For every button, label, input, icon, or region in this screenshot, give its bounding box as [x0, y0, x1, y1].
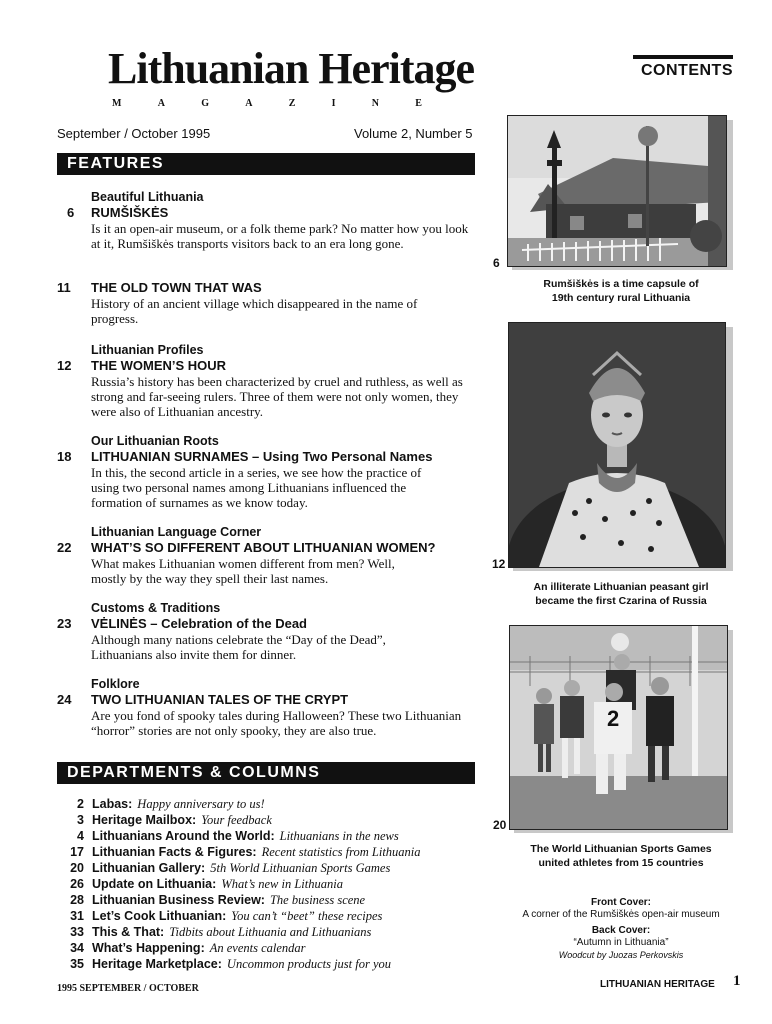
- department-item[interactable]: [57, 877, 477, 892]
- feature-page: 24: [57, 692, 72, 707]
- photo-page-number: 6: [493, 256, 500, 270]
- department-description: Lithuanians in the news: [279, 829, 399, 843]
- feature-item[interactable]: [57, 433, 477, 510]
- feature-item[interactable]: [57, 524, 477, 586]
- jersey-number: 2: [607, 706, 620, 731]
- issue-volume: Volume 2, Number 5: [354, 126, 473, 141]
- department-item[interactable]: [57, 925, 477, 940]
- masthead-letter: Z: [288, 98, 296, 109]
- soccer-illustration: [510, 626, 727, 829]
- masthead-letter: A: [245, 98, 253, 109]
- feature-item[interactable]: [57, 280, 477, 326]
- department-item[interactable]: [57, 861, 477, 876]
- caption-line: Rumšiškės is a time capsule of: [543, 278, 699, 290]
- department-name: Let’s Cook Lithuanian:: [92, 909, 227, 923]
- photo-rumsiskes: [507, 115, 727, 267]
- footer-publication: LITHUANIAN HERITAGE: [600, 979, 715, 990]
- feature-description: Are you fond of spooky tales during Halloween? These two Lithuanian “horror” stories are not only spooky, they are also true.: [91, 708, 462, 738]
- contents-rule: [633, 55, 733, 59]
- department-name: Lithuanian Gallery:: [92, 861, 206, 875]
- department-item[interactable]: [57, 813, 477, 828]
- masthead-title: Lithuanian Heritage: [108, 44, 475, 93]
- department-description: The business scene: [269, 893, 366, 907]
- village-illustration: [508, 116, 726, 266]
- department-description: Your feedback: [201, 813, 272, 827]
- department-item[interactable]: [57, 829, 477, 844]
- feature-page: 18: [57, 449, 72, 464]
- back-cover-text: “Autumn in Lithuania”: [573, 937, 669, 948]
- masthead-letter: G: [201, 98, 209, 109]
- feature-category: Folklore: [91, 677, 140, 691]
- department-name: Lithuanian Facts & Figures:: [92, 845, 257, 859]
- features-heading: FEATURES: [57, 153, 475, 175]
- department-page: 35: [70, 957, 84, 971]
- feature-page: 6: [67, 205, 75, 220]
- feature-description: In this, the second article in a series, we see how the practice of using two personal names among Lithuanians influenced the formation of surnames as we know today.: [91, 465, 422, 510]
- department-description: Recent statistics from Lithuania: [261, 845, 421, 859]
- feature-description: Although many nations celebrate the “Day of the Dead”, Lithuanians also invite them for dinner.: [91, 632, 386, 662]
- photo-caption: [505, 580, 737, 608]
- department-page: 3: [77, 813, 84, 827]
- feature-item[interactable]: [57, 676, 477, 738]
- front-cover-text: A corner of the Rumšiškės open-air museum: [522, 909, 720, 920]
- feature-description: What makes Lithuanian women different from men? Well, mostly by the way they spell their last names.: [91, 556, 395, 586]
- department-description: 5th World Lithuanian Sports Games: [210, 861, 391, 875]
- feature-page: 11: [57, 280, 71, 295]
- feature-item[interactable]: [57, 342, 477, 419]
- back-cover-note: [505, 925, 737, 961]
- department-description: An events calendar: [209, 941, 306, 955]
- department-description: You can’t “beet” these recipes: [231, 909, 383, 923]
- department-name: Lithuanian Business Review:: [92, 893, 265, 907]
- photo-sports: [509, 625, 728, 830]
- department-description: Happy anniversary to us!: [137, 797, 265, 811]
- department-description: What’s new in Lithuania: [221, 877, 343, 891]
- department-description: Tidbits about Lithuania and Lithuanians: [169, 925, 372, 939]
- department-name: Update on Lithuania:: [92, 877, 217, 891]
- issue-date: September / October 1995: [57, 126, 211, 141]
- department-page: 34: [70, 941, 84, 955]
- department-item[interactable]: [57, 957, 477, 972]
- departments-heading: DEPARTMENTS & COLUMNS: [57, 762, 475, 784]
- front-cover-note: [505, 897, 737, 921]
- caption-line: became the first Czarina of Russia: [535, 595, 707, 607]
- caption-line: 19th century rural Lithuania: [551, 292, 691, 304]
- department-item[interactable]: [57, 893, 477, 908]
- photo-page-number: 20: [493, 818, 507, 832]
- department-name: Heritage Mailbox:: [92, 813, 197, 827]
- department-item[interactable]: [57, 797, 477, 812]
- feature-title: THE OLD TOWN THAT WAS: [91, 280, 262, 295]
- feature-description: Is it an open-air museum, or a folk theme park? No matter how you look at it, Rumšiškės transports visitors back to an era long gone.: [91, 221, 469, 251]
- masthead-letter: E: [415, 98, 422, 109]
- back-cover-label: Back Cover:: [591, 925, 651, 936]
- department-page: 20: [70, 861, 84, 875]
- department-page: 4: [77, 829, 84, 843]
- department-item[interactable]: [57, 845, 477, 860]
- footer-page-number: 1: [733, 973, 741, 989]
- feature-category: Lithuanian Profiles: [91, 343, 204, 357]
- masthead-letter: A: [157, 98, 165, 109]
- back-cover-credit: Woodcut by Juozas Perkovskis: [558, 950, 684, 960]
- feature-title: THE WOMEN’S HOUR: [91, 358, 227, 373]
- feature-item[interactable]: [57, 189, 477, 251]
- feature-category: Our Lithuanian Roots: [91, 434, 219, 448]
- department-name: Heritage Marketplace:: [92, 957, 222, 971]
- feature-category: Customs & Traditions: [91, 601, 221, 615]
- department-name: Labas:: [92, 797, 133, 811]
- department-page: 26: [70, 877, 84, 891]
- caption-line: An illiterate Lithuanian peasant girl: [533, 581, 709, 593]
- department-item[interactable]: [57, 941, 477, 956]
- feature-page: 23: [57, 616, 72, 631]
- photo-caption: [505, 277, 737, 305]
- caption-line: united athletes from 15 countries: [538, 857, 704, 869]
- contents-label: CONTENTS: [641, 62, 733, 79]
- department-name: This & That:: [92, 925, 165, 939]
- feature-item[interactable]: [57, 600, 477, 662]
- feature-description: History of an ancient village which disappeared in the name of progress.: [91, 296, 418, 326]
- feature-category: Beautiful Lithuania: [91, 190, 204, 204]
- masthead-letter: M: [112, 98, 122, 109]
- photo-caption: [505, 842, 737, 870]
- masthead-letter: I: [331, 98, 336, 109]
- feature-title: WHAT’S SO DIFFERENT ABOUT LITHUANIAN WOMEN?: [91, 540, 436, 555]
- feature-page: 12: [57, 358, 72, 373]
- caption-line: The World Lithuanian Sports Games: [530, 843, 712, 855]
- department-name: What’s Happening:: [92, 941, 205, 955]
- portrait-illustration: [509, 323, 725, 567]
- feature-category: Lithuanian Language Corner: [91, 525, 262, 539]
- department-page: 17: [70, 845, 84, 859]
- department-item[interactable]: [57, 909, 477, 924]
- footer-date: 1995 SEPTEMBER / OCTOBER: [57, 983, 199, 994]
- photo-page-number: 12: [492, 557, 506, 571]
- feature-page: 22: [57, 540, 72, 555]
- front-cover-label: Front Cover:: [591, 897, 651, 908]
- photo-czarina: [508, 322, 726, 568]
- masthead-subtitle: [112, 98, 422, 109]
- department-name: Lithuanians Around the World:: [92, 829, 275, 843]
- feature-title: VĖLINĖS – Celebration of the Dead: [91, 616, 307, 631]
- department-page: 28: [70, 893, 84, 907]
- feature-title: RUMŠIŠKĖS: [91, 205, 169, 220]
- department-page: 31: [70, 909, 84, 923]
- department-page: 33: [70, 925, 84, 939]
- feature-description: Russia’s history has been characterized by cruel and ruthless, as well as strong and far-seeing rulers. Three of them were not only women, they were also of Lithuanian ancestry.: [91, 374, 463, 419]
- masthead-letter: N: [371, 98, 380, 109]
- feature-title: TWO LITHUANIAN TALES OF THE CRYPT: [91, 692, 349, 707]
- department-description: Uncommon products just for you: [226, 957, 392, 971]
- feature-title: LITHUANIAN SURNAMES – Using Two Personal Names: [91, 449, 433, 464]
- department-page: 2: [77, 797, 84, 811]
